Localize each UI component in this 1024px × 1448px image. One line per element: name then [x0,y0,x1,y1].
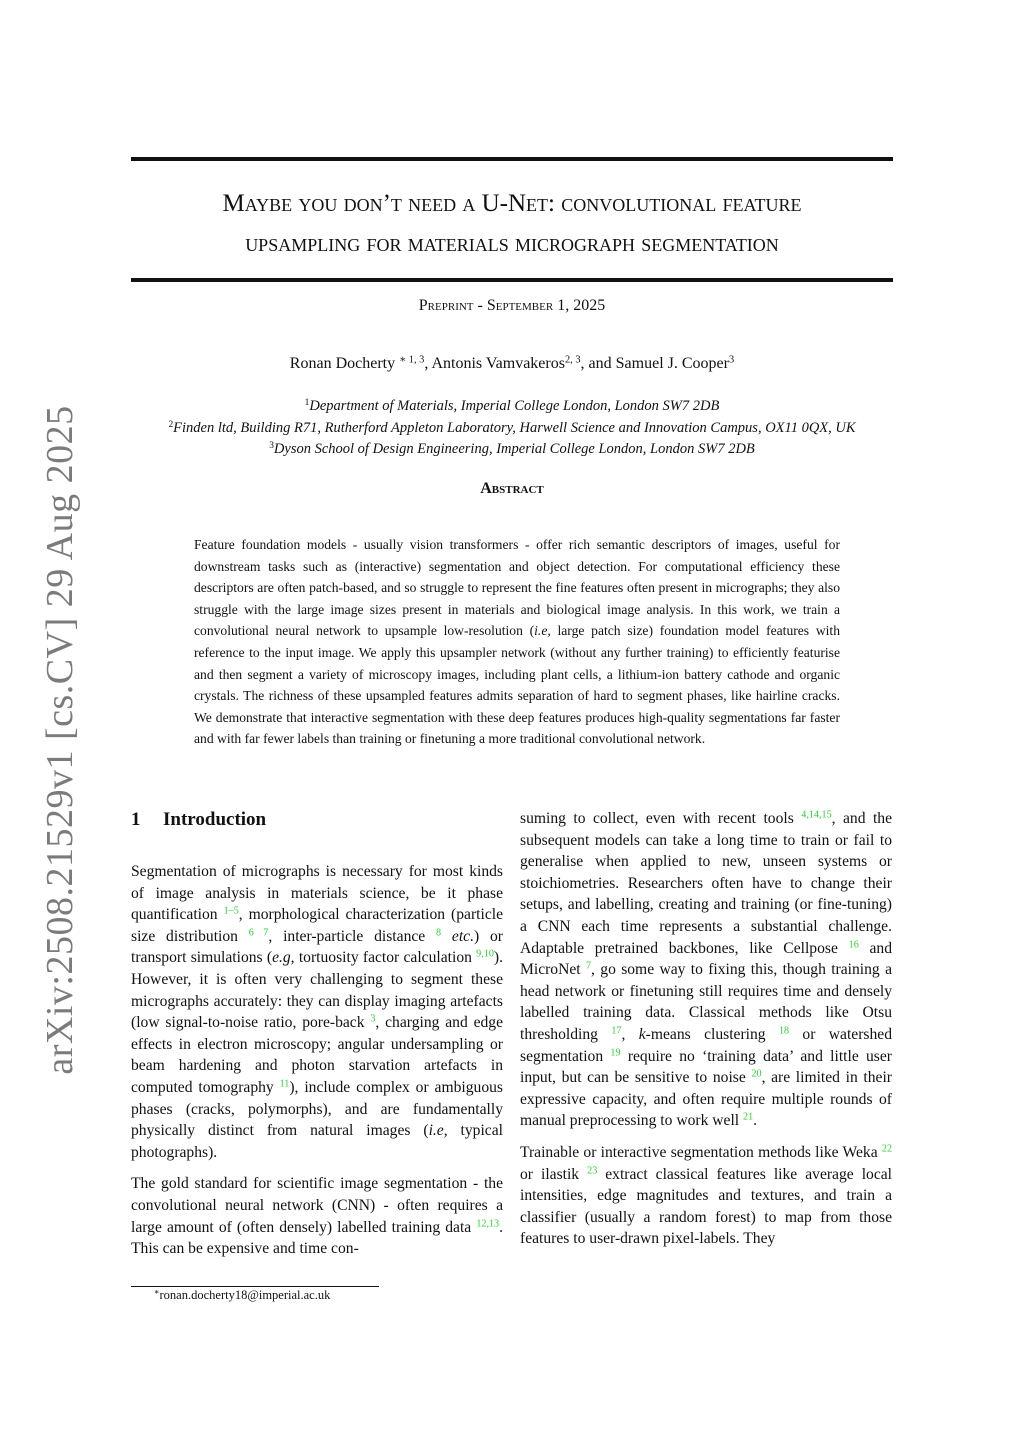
text: . This can be expensive and time con- [131,1218,503,1258]
section-heading [131,808,503,832]
author-vamvakeros: Antonis Vamvakeros [431,355,565,372]
abstract-italic: i.e, [534,623,551,639]
math-variable: k [638,1025,646,1043]
text: ) or transport simulations ( [131,927,503,967]
affiliation-text: Department of Materials, Imperial College London, London SW7 2DB [309,398,720,414]
author-docherty-affil: ∗ 1, 3 [399,354,425,366]
text [441,928,452,945]
text: , [621,1025,639,1043]
text: Trainable or interactive segmentation methods like Weka [520,1143,882,1161]
text: The gold standard for scientific image segmentation - the convolutional neural network (CNN) - often requires a large amount of (often densely) labelled training data [131,1175,503,1236]
abstract-part: Feature foundation models - usually vision transformers - offer rich semantic descriptors of images, useful for downstream tasks such as (interactive) segmentation and object detection. For computational efficiency these descriptors are often patch-based, and so struggle to represent the fine features often present in micrographs; they also struggle with the large image sizes present in materials and biological image analysis. In this work, we train a convolutional neural network to upsample low-resolution ( [194,537,840,639]
text: ), include complex or ambiguous phases (cracks, polymorphs), and are fundamentally physically distinct from natural images ( [131,1078,503,1140]
author-cooper-affil: 3 [728,354,735,366]
citation-link[interactable]: 18 [778,1025,790,1037]
italic-text: e.g, [272,949,295,967]
citation-link[interactable]: 12,13 [476,1217,500,1229]
text: ). However, it is often very challenging to segment these micrographs accurately: they can display imaging artefacts (low signal-to-noise ratio, pore-back [131,949,503,1032]
citation-link[interactable]: 1–5 [223,905,239,917]
title-line-2: upsampling for materials micrograph segmentation [245,230,779,257]
text: or watershed segmentation [520,1025,893,1065]
intro-paragraph-4 [520,1142,892,1250]
affiliation-2 [120,418,904,440]
text: , go some way to fixing this, though training a head network or finetuning still requires time and densely labelled training data. Classical methods like Otsu thresholding [520,961,892,1043]
affiliation-number: 2 [168,419,174,430]
text: , are limited in their expressive capacity, and often require multiple rounds of manual preprocessing to work well [520,1069,892,1130]
intro-paragraph-3 [520,808,892,1132]
text: extract classical features like average local intensities, edge magnitudes and textures, and train a classifier (usually a random forest) to map from those features to user-drawn pixel-labels. They [520,1165,893,1248]
abstract-part: large patch size) foundation model features with reference to the input image. We apply this upsampler network (without any further training) to efficiently featurise and then segment a variety of microscopy images, including plant cells, a lithium-ion battery cathode and organic crystals. The richness of these upsampled features admits separation of hard to segment phases, like hairline cracks. We demonstrate that interactive segmentation with these deep features produces high-quality segmentations far faster and with far fewer labels than training or finetuning a more traditional convolutional network. [194,623,840,747]
text: , morphological characterization (particle size distribution [131,906,503,945]
citation-link[interactable]: 11 [279,1078,290,1090]
text: -means clustering [645,1025,779,1043]
citation-link[interactable]: 16 [848,939,859,950]
section-number: 1 [131,809,141,830]
footnote-mark: ∗ [154,1287,160,1297]
footnote [154,1288,330,1303]
section-title: Introduction [163,809,267,830]
affiliation-number: 1 [304,397,310,408]
text: , and the subsequent models can take a long time to train or fail to generalise when applied to new, unseen systems or stoichiometries. Researchers often have to change their setups, and labelling, creating and training (or fine-tuning) a CNN each time represents a substantial challenge. Adaptable pretrained backbones, like Cellpose [520,810,892,957]
citation-link[interactable]: 23 [587,1164,598,1176]
citation-link[interactable]: 21 [743,1111,754,1123]
author-separator: , [424,355,432,372]
citation-link[interactable]: 6 7 [248,927,269,939]
text: , charging and edge effects in electron microscopy; angular undersampling or beam hardening and photon starvation artefacts in computed tomography [131,1014,503,1096]
author-list [131,355,893,373]
intro-paragraph-2 [131,1173,503,1259]
citation-link[interactable]: 9,10 [476,948,494,960]
footnote-email[interactable]: ronan.docherty18@imperial.ac.uk [159,1288,331,1302]
paper-title [131,184,893,264]
affiliation-number: 3 [269,440,274,451]
preprint-date: Preprint - September 1, 2025 [418,297,606,314]
citation-link[interactable]: 4,14,15 [801,809,832,821]
affiliation-3 [120,439,904,461]
text: tortuosity factor calculation [294,949,477,967]
intro-paragraph-1 [131,861,503,1163]
text: suming to collect, even with recent tools [520,810,802,827]
affiliations [120,396,904,461]
affiliation-text: Dyson School of Design Engineering, Imperial College London, London SW7 2DB [273,441,755,457]
arxiv-identifier: arXiv:2508.21529v1 [cs.CV] 29 Aug 2025 [39,405,81,1075]
citation-link[interactable]: 3 [370,1013,376,1025]
text: require no ‘training data’ and little user input, but can be sensitive to noise [520,1047,892,1087]
title-line-1: Maybe you don’t need a U-Net: convolutional feature [222,190,802,217]
title-rule-bottom [131,278,893,282]
italic-text: etc. [451,927,474,945]
author-cooper: Samuel J. Cooper [615,355,729,372]
footnote-rule [131,1286,379,1287]
left-column [131,808,503,1270]
author-separator: , and [580,355,616,372]
affiliation-1 [120,396,904,418]
title-rule-top [131,157,893,161]
right-column [520,808,892,1260]
citation-link[interactable]: 7 [585,960,592,972]
citation-link[interactable]: 22 [881,1143,892,1155]
citation-link[interactable]: 19 [610,1046,621,1058]
text: . [753,1112,758,1130]
citation-link[interactable]: 17 [611,1025,622,1037]
citation-link[interactable]: 8 [436,927,442,939]
text: or ilastik [520,1165,588,1183]
italic-text: i.e, [428,1122,448,1140]
author-docherty: Ronan Docherty [289,355,396,372]
text: Segmentation of micrographs is necessary for most kinds of image analysis in materials science, be it phase quantification [131,863,503,924]
author-vamvakeros-affil: 2, 3 [564,354,581,366]
text: , inter-particle distance [268,927,437,945]
text: and MicroNet [520,939,892,979]
abstract-text [194,534,840,750]
affiliation-text: Finden ltd, Building R71, Rutherford Appleton Laboratory, Harwell Science and Innovation Campus, OX11 0QX, UK [173,419,856,436]
citation-link[interactable]: 20 [751,1068,762,1080]
text: typical photographs). [131,1122,503,1161]
abstract-heading: Abstract [480,480,544,497]
